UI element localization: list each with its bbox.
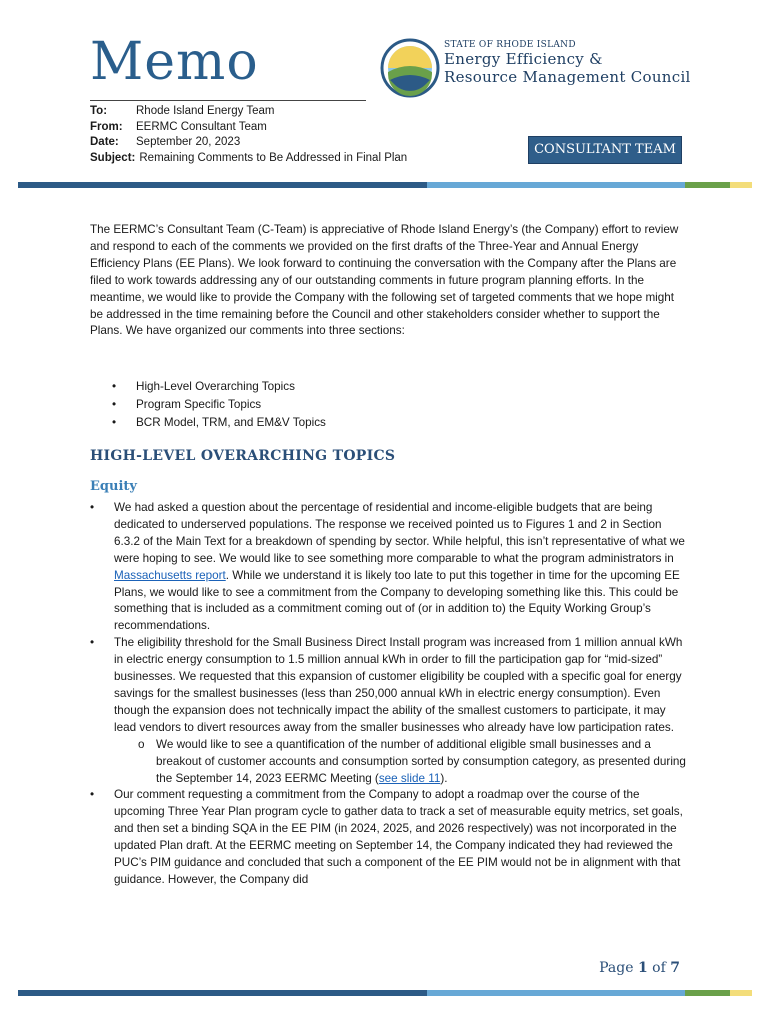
equity-bullets <box>90 500 686 889</box>
sub-bullet-item <box>90 737 686 788</box>
page-number <box>599 960 680 976</box>
to-label: To: <box>90 105 108 117</box>
council-name-block <box>444 40 691 86</box>
bullet-item <box>90 787 686 888</box>
memo-header <box>90 104 407 166</box>
from-row <box>90 120 407 136</box>
bullet-item <box>90 500 686 635</box>
page-total: 7 <box>670 960 680 976</box>
list-item: • Program Specific Topics <box>112 396 326 414</box>
date-value: September 20, 2023 <box>136 136 241 148</box>
subject-value: Remaining Comments to Be Addressed in Final Plan <box>139 151 408 164</box>
subject-label: Subject: <box>90 151 136 164</box>
sub-bullet-text: We would like to see a quantification of the number of additional eligible small businesses and a breakout of customer accounts and consumption sorted by consumption category, as presented during the September 14, 2023 EERMC Meeting ( <box>156 737 686 785</box>
circle-bullet-icon: o <box>138 737 145 751</box>
see-slide-link[interactable]: see slide 11 <box>378 771 441 785</box>
section-heading: HIGH-LEVEL OVERARCHING TOPICS <box>90 448 396 464</box>
sub-bullet-text: ). <box>440 771 448 785</box>
date-row <box>90 135 407 151</box>
bullet-text: The eligibility threshold for the Small Business Direct Install program was increased from 1 million annual kWh in electric energy consumption to 1.5 million annual kWh in order to fill the participation gap for “mid-sized” businesses. We requested that this expansion of customer eligibility be coupled with a specific goal for energy savings for the smallest businesses (less than 250,000 annual kWh in electric energy consumption). Even though the expansion does not technically impact the ability of the smallest customers to participate, it may lead vendors to divert resources away from the smaller businesses who already have low participation rates. <box>114 636 683 734</box>
council-line-1: Energy Efficiency & <box>444 50 603 68</box>
massachusetts-report-link[interactable]: Massachusetts report <box>114 568 226 582</box>
from-label: From: <box>90 120 123 133</box>
bullet-icon: • <box>90 636 95 650</box>
consultant-team-badge: CONSULTANT TEAM <box>528 136 682 164</box>
footer-color-band <box>18 990 752 996</box>
bullet-text: We had asked a question about the percentage of residential and income-eligible budgets that are being dedicated to underserved populations. The response we received pointed us to Figures 1 and 2 in Section 6.3.2 of the Main Text for a breakdown of spending by sector. While helpful, this isn’t representative of what we were hoping to see. We would like to see something more comparable to what the program administrators in <box>114 501 685 565</box>
bullet-icon: • <box>90 788 95 802</box>
bullet-icon: • <box>90 501 95 514</box>
sections-list <box>112 378 326 432</box>
date-label: Date: <box>90 136 119 148</box>
title-divider <box>90 100 366 101</box>
bullet-item <box>90 635 686 736</box>
bullet-text: Our comment requesting a commitment from the Company to adopt a roadmap over the course of the upcoming Three Year Plan program cycle to gather data to track a set of measurable equity metrics, set goals, and then set a binding SQA in the EE PIM (in 2024, 2025, and 2026 respectively) was not incorporated in the updated Plan draft. At the EERMC meeting on September 14, the Company indicated they had reviewed the PUC’s PIM guidance and concluded that such a component of the EE PIM would not be in alignment with that guidance. However, the Company did <box>114 788 683 886</box>
page-word: Page <box>599 960 634 976</box>
header-color-band <box>18 182 752 188</box>
to-row <box>90 104 407 120</box>
from-value: EERMC Consultant Team <box>136 120 267 133</box>
council-seal-logo <box>380 38 440 98</box>
list-item: • High-Level Overarching Topics <box>112 378 326 396</box>
intro-paragraph: The EERMC’s Consultant Team (C-Team) is appreciative of Rhode Island Energy’s (the Company) effort to review and respond to each of the comments we provided on the first drafts of the Three-Year and Annual Energy Efficiency Plans (EE Plans). We look forward to continuing the conversation with the Company after the Plans are filed to work towards addressing any of our outstanding comments in future program planning efforts. In the meantime, we would like to provide the Company with the following set of targeted comments that we hope might be addressed in the time remaining before the Council and other stakeholders consider whether to support the Plans. We have organized our comments into three sections: <box>90 223 679 338</box>
to-value: Rhode Island Energy Team <box>136 105 275 117</box>
subsection-heading: Equity <box>90 479 137 494</box>
memo-title: Memo <box>90 32 259 92</box>
council-line-2: Resource Management Council <box>444 68 691 86</box>
page-current: 1 <box>637 960 648 976</box>
state-label: STATE OF RHODE ISLAND <box>444 40 576 50</box>
of-word: of <box>652 960 666 976</box>
list-item: • BCR Model, TRM, and EM&V Topics <box>112 414 326 432</box>
bullet-text: . While we understand it is likely too late to put this together in time for the upcoming EE Plans, we would like to see a commitment from the Company to developing something like this. This could be something that is included as a commitment coming out of (or in addition to) the Equity Working Group’s recommendations. <box>114 568 680 633</box>
subject-row <box>90 151 407 167</box>
